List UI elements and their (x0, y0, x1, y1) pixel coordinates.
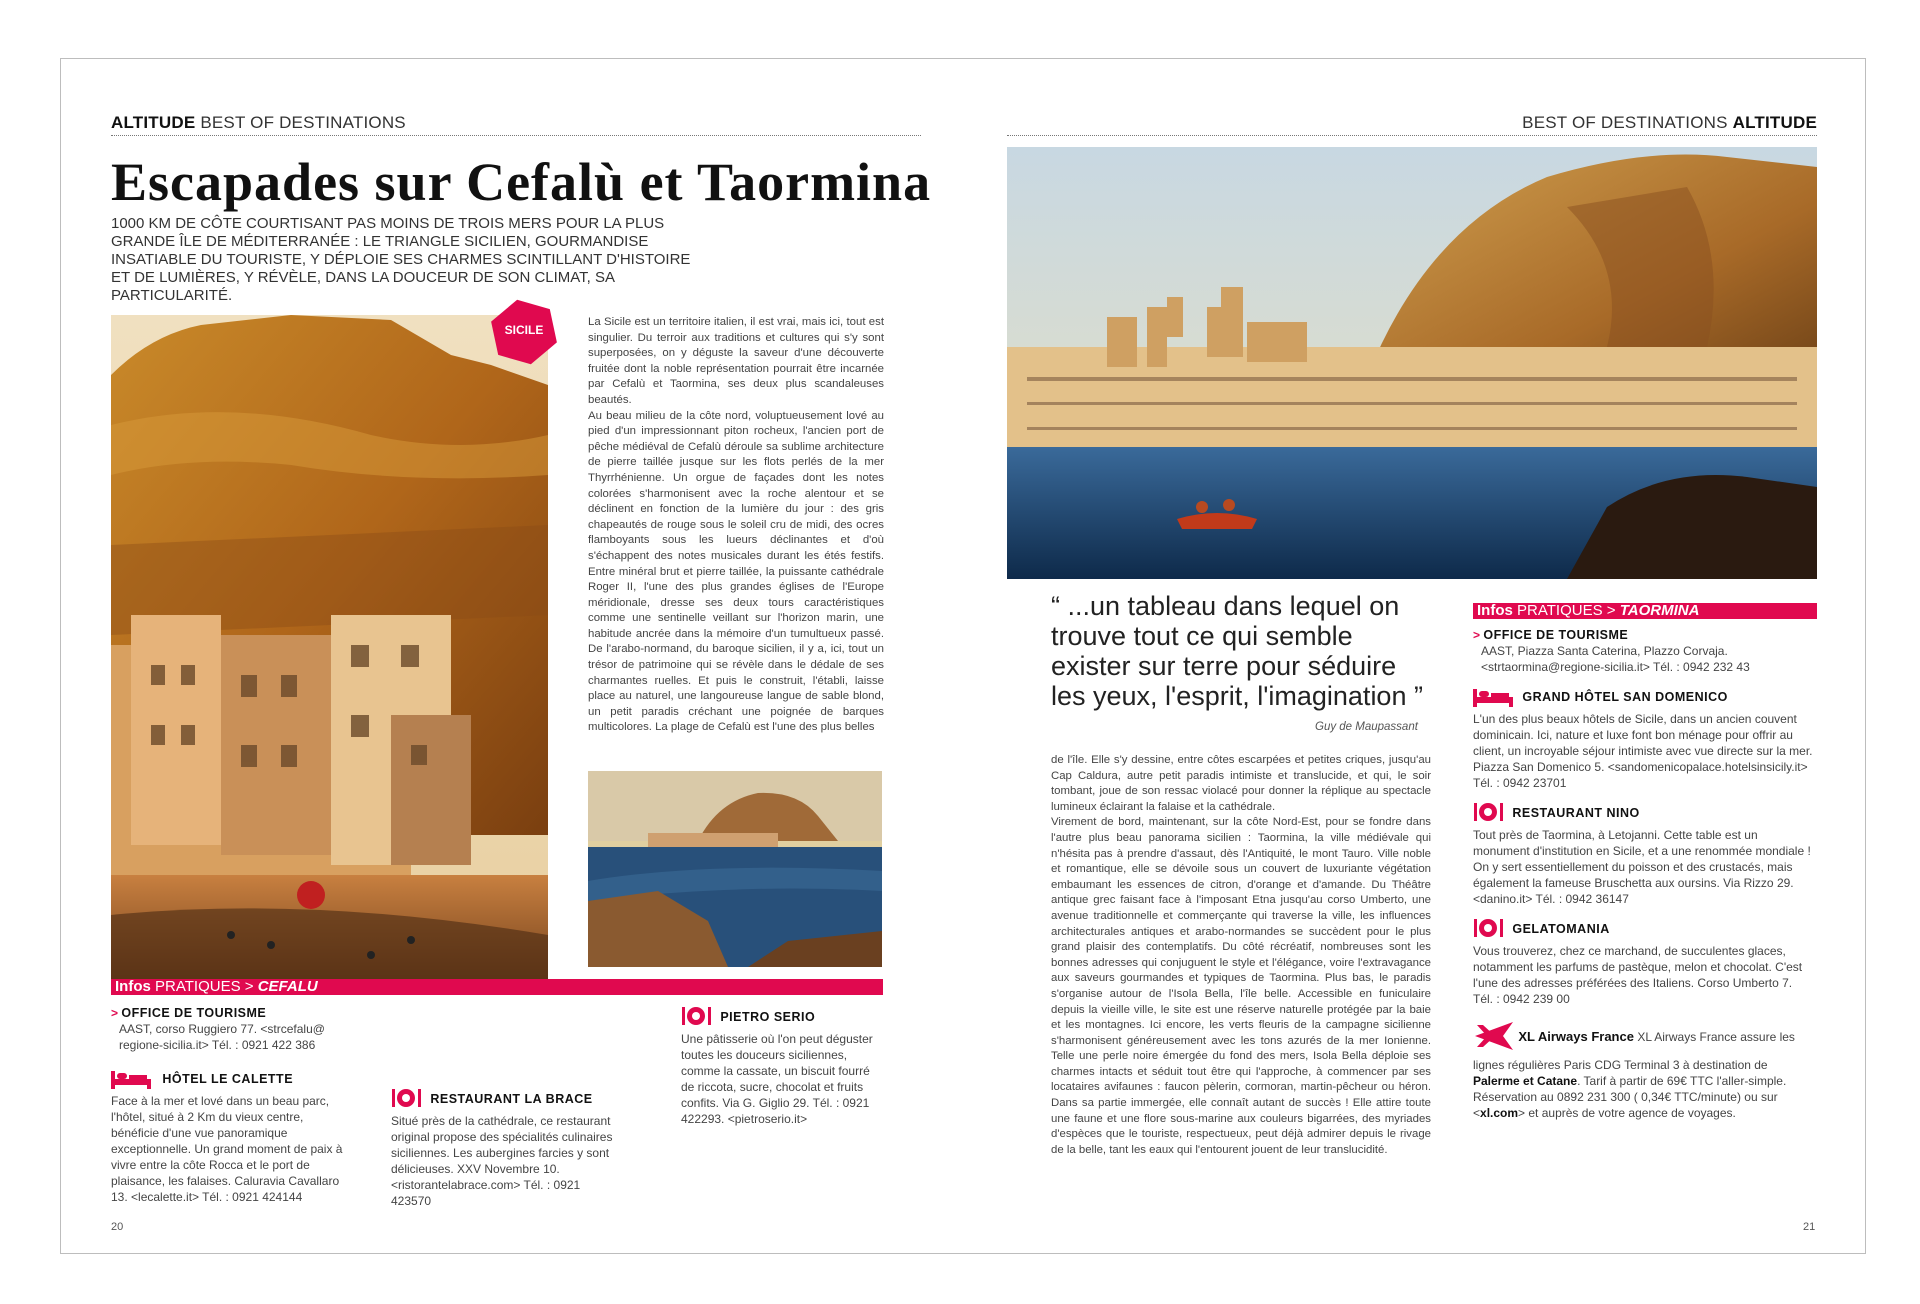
page-number-left: 20 (111, 1221, 124, 1233)
article-column-2 (1051, 753, 1431, 1158)
article-intro: 1000 KM DE CÔTE COURTISANT PAS MOINS DE TROIS MERS POUR LA PLUS GRANDE ÎLE DE MÉDITERRANÉE : LE TRIANGLE SICILIEN, GOURMANDISE INSATIABLE DU TOURISTE, Y DÉPLOIE SES CHARMES SCINTILLANT D'HISTOIRE ET DE LUMIÈRES, Y RÉVÈLE, DANS LA DOUCEUR DE SON CLIMAT, SA PARTICULARITÉ. (111, 215, 691, 304)
hotel-text: L'un des plus beaux hôtels de Sicile, dans un ancien couvent dominicain. Ici, nature et luxe font bon ménage pour offrir au client, un incroyable séjour intimiste avec vue directe sur la mer. Piazza San Domenico 5. <sandomenicopalace.hotelsinsicily.it> Tél. : 0942 23701 (1473, 712, 1813, 790)
airline-destinations: Palerme et Catane (1473, 1074, 1578, 1088)
cefalu-info-col-2 (391, 1087, 623, 1209)
restaurant-text: Tout près de Taormina, à Letojanni. Cette table est un monument d'institution en Sicile, et a une renommée mondiale ! On y sert essentiellement du poisson et des crustacés, mais également la fameuse Bruschetta aux oursins. Via Rizzo 29. <danino.it> Tél. : 0942 36147 (1473, 828, 1811, 906)
article-title: Escapades sur Cefalù et Taormina (111, 152, 932, 212)
fork-plate-icon (1473, 917, 1503, 943)
info-city: CEFALU (257, 978, 318, 995)
cefalu-panorama-photo (1007, 147, 1817, 579)
restaurant-title: RESTAURANT LA BRACE (430, 1092, 593, 1107)
left-brand: ALTITUDE (111, 113, 196, 132)
office-title: OFFICE DE TOURISME (121, 1006, 267, 1020)
info-bar-cefalu (111, 979, 883, 995)
fork-plate-icon (1473, 801, 1503, 827)
gelato-title: GELATOMANIA (1512, 922, 1610, 937)
restaurant-title: RESTAURANT NINO (1512, 806, 1640, 821)
pull-quote: “ ...un tableau dans lequel on trouve tout ce qui semble exister sur terre pour séduire les yeux, l'esprit, l'imagination ” (1051, 591, 1423, 711)
info-label: Infos (1477, 602, 1513, 619)
article-column-1 (588, 315, 884, 736)
info-city: TAORMINA (1619, 602, 1700, 619)
restaurant-text: Situé près de la cathédrale, ce restaurant original propose des spécialités culinaires siciliennes. Les aubergines farcies y sont délicieuses. XXV Novembre 10. <ristorantelabrace.com> Tél. : 0921 423570 (391, 1114, 613, 1208)
hotel-title: HÔTEL LE CALETTE (162, 1072, 294, 1087)
right-running-header (1007, 113, 1817, 136)
article-paragraph: Au beau milieu de la côte nord, voluptueusement lové au pied d'un impressionnant piton rocheux, l'ancien port de pêche médiéval de Cefalù déroule sa sublime architecture de pierre taillée jusque sur les flots perlés de la mer Thyrrhénienne. Un orgue de façades dont les notes colorées s'harmonisent avec la roche alentour et se déclinent en fonction de la lumière du jour : des gris chapeautés de rouge sous le soleil cru de midi, des ocres flamboyants sous les lueurs déclinantes et d'où s'échappent des notes musicales durant les étés festifs. Entre minéral brut et pierre taillée, la puissante cathédrale Roger II, l'une des plus grandes églises de l'Europe méridionale, dresse ses deux tours caractéristiques comme une sentinelle veillant sur l'horizon marin, une habitude ancrée dans la mémoire d'un tumultueux passé. De l'arabo-normand, du baroque sicilien, il y a, ici, tout un trésor de patrimoine qui se révèle dans le dédale de ses charmantes ruelles. Et puis le construit, l'établi, laisse place au naturel, une langoureuse langue de sable blond, un petit paradis créchant une poignée de barques multicolores. La plage de Cefalù est l'une des plus belles (588, 409, 884, 734)
article-paragraph: La Sicile est un territoire italien, il est vrai, mais ici, tout est singulier. Du terroir aux traditions et cultures qui s'y sont superposées, on y déguste la saveur d'une découverte fruitée dont la noble représentation pourrait être incarnée par Cefalù et Taormina, ses deux plus scandaleuses beautés. (588, 316, 884, 406)
sicile-badge (494, 299, 554, 365)
airline-site: xl.com (1480, 1106, 1519, 1120)
fork-plate-icon (681, 1005, 711, 1031)
cefalu-info-col-3 (681, 1005, 881, 1127)
gelato-text: Vous trouverez, chez ce marchand, de succulentes glaces, notamment les parfums de pastèque, melon et chocolat. C'est l'une des adresses préférées des Italiens. Corso Umberto 7. Tél. : 0942 239 00 (1473, 944, 1803, 1006)
info-pratiques: PRATIQUES > (1517, 602, 1616, 619)
office-title: OFFICE DE TOURISME (1483, 628, 1629, 642)
hotel-title: GRAND HÔTEL SAN DOMENICO (1522, 690, 1728, 705)
info-bar-taormina (1473, 603, 1817, 619)
right-brand: ALTITUDE (1732, 113, 1817, 132)
taormina-info (1473, 627, 1813, 1121)
bed-icon (111, 1067, 151, 1093)
airline-title: XL Airways France (1518, 1029, 1634, 1045)
info-pratiques: PRATIQUES > (155, 978, 254, 995)
quote-author: Guy de Maupassant (1315, 721, 1418, 733)
right-section: BEST OF DESTINATIONS (1522, 113, 1728, 132)
airplane-icon (1473, 1019, 1515, 1057)
info-label: Infos (115, 978, 151, 995)
airline-text-3: > et auprès de votre agence de voyages. (1518, 1106, 1736, 1120)
left-section: BEST OF DESTINATIONS (200, 113, 406, 132)
airline-text: XL Airways France assure les lignes régulières Paris CDG Terminal 3 à destination de (1473, 1030, 1795, 1072)
hotel-text: Face à la mer et lové dans un beau parc, l'hôtel, situé à 2 Km du vieux centre, bénéficie d'une vue panoramique exceptionnelle. Un grand moment de paix à vivre entre la côte Rocca et le port de plaisance, les falaises. Caluravia Cavallaro 13. <lecalette.it> Tél. : 0921 424144 (111, 1094, 343, 1204)
left-running-header (111, 113, 921, 136)
article-paragraph: de l'île. Elle s'y dessine, entre côtes escarpées et petites criques, jusqu'au Cap Caldura, autre petit paradis intimiste et translucide, et qui, le soir tombant, joue de son ressac violacé pour donner la réplique au spectacle lumineux éclairant la falaise et la cathédrale. (1051, 754, 1431, 813)
cefalu-houses-photo (111, 315, 548, 995)
magazine-spread (60, 58, 1866, 1254)
fork-plate-icon (391, 1087, 421, 1113)
page-number-right: 21 (1803, 1221, 1816, 1233)
pastry-title: PIETRO SERIO (720, 1010, 816, 1025)
pastry-text: Une pâtisserie où l'on peut déguster toutes les douceurs siciliennes, comme la cassate, un biscuit fourré de riccota, sucre, chocolat et fruits confits. Via G. Giglio 29. Tél. : 0921 422293. <pietroserio.it> (681, 1032, 873, 1126)
article-paragraph: Virement de bord, maintenant, sur la côte Nord-Est, pour se fondre dans l'autre plus beau panorama sicilien : Taormina, la ville médiévale qui n'hésita pas à prendre d'assaut, dès l'Antiquité, le mont Tauro. Ville noble et romantique, elle se dévoile sous un couvert de luxuriante végétation embaumant les essences de citron, d'orange et d'amande. Du Théâtre antique grec faisant face à l'imposant Etna jusqu'au corso Umberto, une avenue traditionnelle et commerçante qui traverse la ville, les influences architecturales antiques et arabo-normandes se succèdent pour le plus grand plaisir des contemplatifs. Du côté récréatif, nombreuses sont les bonnes adresses qui conjuguent le style et l'élégance, voire l'extravagance aux saveurs gourmandes et typiques de Taormina. Plus bas, le paradis s'organise autour de l'Isola Bella, l'île belle. Accessible en funiculaire depuis la vieille ville, le site est une réserve naturelle protégée par la baie et les montagnes. Ici encore, les verts fleuris de la campagne sicilienne s'harmonisent généreusement avec les tons azurés de la mer Ionienne. Telle une perle noire émergée du fond des mers, Isola Bella déploie ses charmes intacts et séduit tout être qui l'approche, à commencer par ses locataires avifaunes : faucon pèlerin, cormoran, martin-pêcheur ou héron. Dans sa partie immergée, elle connaît autant de succès ! Elle attire toute une faune et une flore sous-marine aux couleurs bigarrées, des myriades d'espèces que le touriste, respectueux, peut déjà admirer depuis le rivage de la belle, tant les eaux qui l'entourent jouent de leur translucidité. (1051, 816, 1431, 1156)
badge-label: SICILE (504, 323, 544, 337)
arrow-icon: > (1473, 628, 1481, 642)
airline-text-2: . Tarif à partir de 69€ TTC l'aller-simple. Réservation au 0892 231 300 ( 0,34€ TTC/minute) ou sur < (1473, 1074, 1787, 1120)
cefalu-info-col-1 (111, 1005, 343, 1204)
bed-icon (1473, 685, 1513, 711)
cefalu-rock-photo (588, 771, 882, 967)
office-text: AAST, corso Ruggiero 77. <strcefalu@ regione-sicilia.it> Tél. : 0921 422 386 (119, 1022, 325, 1052)
office-text: AAST, Piazza Santa Caterina, Plazzo Corvaja. <strtaormina@regione-sicilia.it> Tél. : 0942 232 43 (1481, 644, 1750, 674)
arrow-icon: > (111, 1006, 119, 1020)
